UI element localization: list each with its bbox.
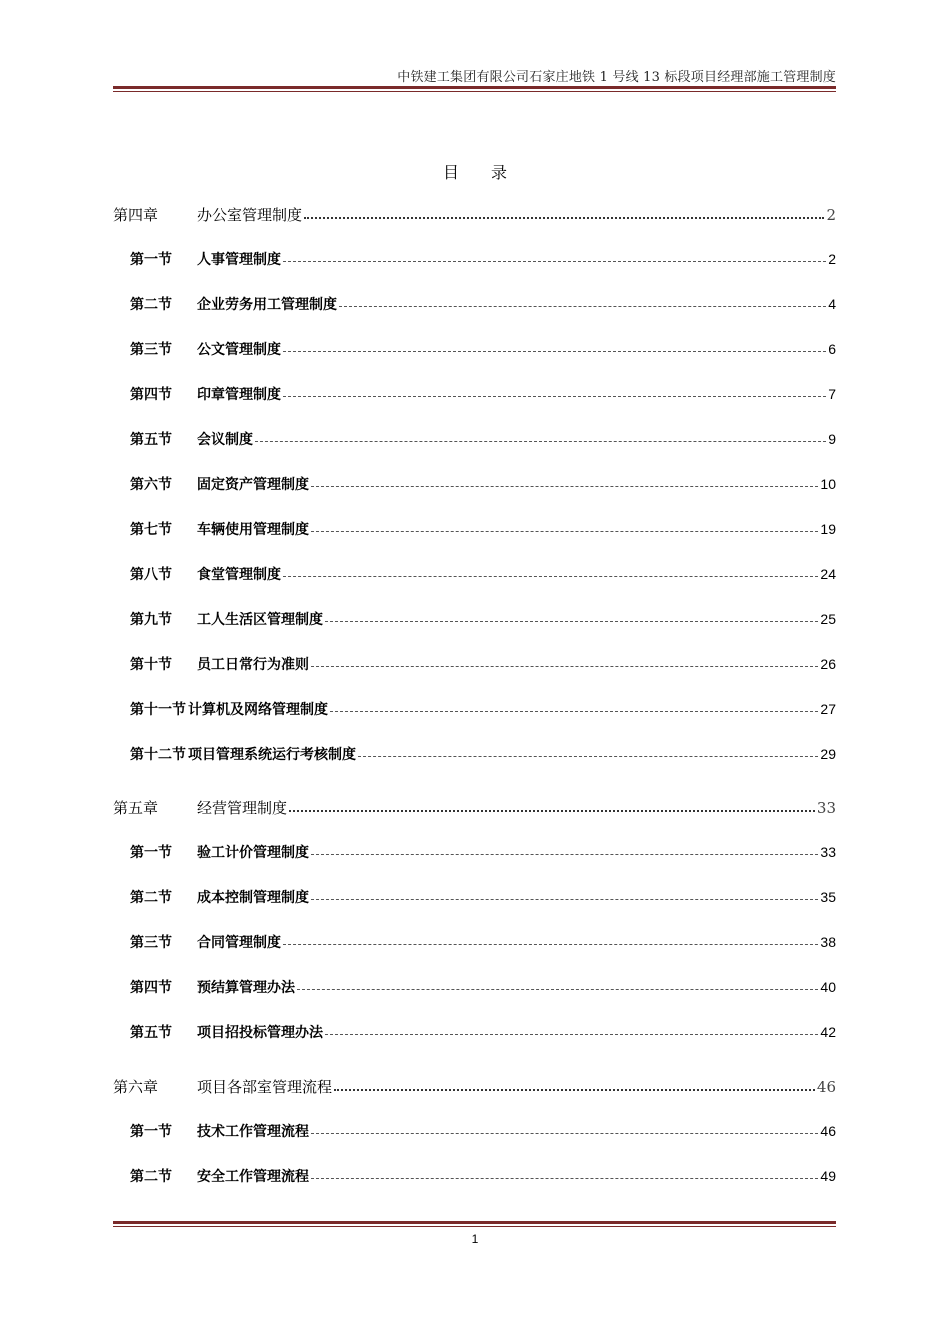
footer-rule <box>113 1221 836 1227</box>
dash-leader <box>311 531 818 532</box>
toc-chapter-number: 第六章 <box>113 1078 159 1096</box>
toc-page-number: 35 <box>820 889 836 905</box>
toc-page-number: 46 <box>816 1078 836 1096</box>
toc-section-number: 第二节 <box>130 297 172 313</box>
toc-section-title: 人事管理制度 <box>197 252 281 268</box>
toc-chapter[interactable] <box>113 797 836 818</box>
toc-section[interactable] <box>130 744 836 764</box>
toc-chapter-title: 项目各部室管理流程 <box>197 1078 333 1096</box>
toc-section-title: 印章管理制度 <box>197 387 281 403</box>
toc-chapter[interactable] <box>113 204 836 225</box>
toc-page-number: 26 <box>820 656 836 672</box>
toc-section-title: 车辆使用管理制度 <box>197 522 309 538</box>
dash-leader <box>297 989 818 990</box>
toc-section-number: 第二节 <box>130 890 172 906</box>
dash-leader <box>311 1133 818 1134</box>
toc-page-number: 40 <box>820 979 836 995</box>
dash-leader <box>311 666 818 667</box>
toc-page-number: 29 <box>820 746 836 762</box>
toc-section-title: 技术工作管理流程 <box>197 1124 309 1140</box>
toc-section-number: 第六节 <box>130 477 172 493</box>
dash-leader <box>311 486 818 487</box>
toc-page-number: 24 <box>820 566 836 582</box>
toc-section[interactable] <box>130 699 836 719</box>
toc-section-title: 工人生活区管理制度 <box>197 612 323 628</box>
toc-chapter-number: 第四章 <box>113 206 159 224</box>
toc-section-number: 第一节 <box>130 1124 172 1140</box>
dot-leader <box>304 217 824 219</box>
toc-section[interactable] <box>130 294 836 314</box>
toc-section-number: 第五节 <box>130 1025 172 1041</box>
dash-leader <box>339 306 826 307</box>
dash-leader <box>325 1034 818 1035</box>
toc-page-number: 33 <box>820 844 836 860</box>
toc-section[interactable] <box>130 842 836 862</box>
toc-section-title: 会议制度 <box>197 432 253 448</box>
dot-leader <box>289 810 815 812</box>
toc-section[interactable] <box>130 609 836 629</box>
toc-section-number: 第二节 <box>130 1169 172 1185</box>
toc-section[interactable] <box>130 519 836 539</box>
toc-section-number: 第五节 <box>130 432 172 448</box>
toc-section-title: 公文管理制度 <box>197 342 281 358</box>
dash-leader <box>311 854 818 855</box>
toc-section[interactable] <box>130 654 836 674</box>
toc-section-number: 第一节 <box>130 252 172 268</box>
toc-section-title: 合同管理制度 <box>197 935 281 951</box>
dash-leader <box>283 351 826 352</box>
toc-page-number: 19 <box>820 521 836 537</box>
toc-section-number: 第十节 <box>130 657 172 673</box>
toc-section[interactable] <box>130 1022 836 1042</box>
toc-section-title: 食堂管理制度 <box>197 567 281 583</box>
toc-section-number: 第一节 <box>130 845 172 861</box>
toc-section[interactable] <box>130 384 836 404</box>
dash-leader <box>283 261 826 262</box>
dash-leader <box>358 756 818 757</box>
toc-section-title: 成本控制管理制度 <box>197 890 309 906</box>
dash-leader <box>255 441 826 442</box>
toc-section-title: 企业劳务用工管理制度 <box>197 297 337 313</box>
toc-chapter-number: 第五章 <box>113 799 159 817</box>
toc-title: 目 录 <box>442 163 507 182</box>
toc-section-title: 预结算管理办法 <box>197 980 295 996</box>
dot-leader <box>334 1089 815 1091</box>
toc-section-title: 项目招投标管理办法 <box>197 1025 323 1041</box>
toc-page-number: 33 <box>816 799 836 817</box>
toc-section-number: 第九节 <box>130 612 172 628</box>
toc-section[interactable] <box>130 564 836 584</box>
toc-page-number: 9 <box>828 431 836 447</box>
header-rule <box>113 86 836 92</box>
toc-section-title: 员工日常行为准则 <box>197 657 309 673</box>
toc-section-title: 项目管理系统运行考核制度 <box>188 747 356 763</box>
toc-page-number: 2 <box>826 206 836 224</box>
toc-section-title: 安全工作管理流程 <box>197 1169 309 1185</box>
toc-section[interactable] <box>130 249 836 269</box>
toc-section[interactable] <box>130 887 836 907</box>
toc-section[interactable] <box>130 429 836 449</box>
toc-section[interactable] <box>130 474 836 494</box>
toc-section[interactable] <box>130 977 836 997</box>
toc-section[interactable] <box>130 1166 836 1186</box>
toc-page-number: 7 <box>828 386 836 402</box>
toc-page-number: 46 <box>820 1123 836 1139</box>
running-header: 中铁建工集团有限公司石家庄地铁 1 号线 13 标段项目经理部施工管理制度 <box>397 70 836 85</box>
toc-chapter-title: 办公室管理制度 <box>197 206 303 224</box>
toc-section-number: 第四节 <box>130 980 172 996</box>
toc-page-number: 25 <box>820 611 836 627</box>
toc-section-title: 计算机及网络管理制度 <box>188 702 328 718</box>
toc-section-title: 固定资产管理制度 <box>197 477 309 493</box>
toc-section-number: 第七节 <box>130 522 172 538</box>
toc-section-number: 第四节 <box>130 387 172 403</box>
toc-page-number: 49 <box>820 1168 836 1184</box>
dash-leader <box>325 621 818 622</box>
toc-page-number: 38 <box>820 934 836 950</box>
toc-section-number: 第三节 <box>130 935 172 951</box>
dash-leader <box>283 576 818 577</box>
toc-section[interactable] <box>130 1121 836 1141</box>
toc-page-number: 4 <box>828 296 836 312</box>
toc-page-number: 27 <box>820 701 836 717</box>
dash-leader <box>330 711 818 712</box>
toc-section[interactable] <box>130 932 836 952</box>
dash-leader <box>283 396 826 397</box>
dash-leader <box>311 1178 818 1179</box>
toc-section-number: 第八节 <box>130 567 172 583</box>
toc-section-number: 第十二节 <box>130 747 186 763</box>
toc-section[interactable] <box>130 339 836 359</box>
toc-section-title: 验工计价管理制度 <box>197 845 309 861</box>
toc-page-number: 42 <box>820 1024 836 1040</box>
toc-page-number: 6 <box>828 341 836 357</box>
toc-page-number: 10 <box>820 476 836 492</box>
toc-chapter[interactable] <box>113 1076 836 1097</box>
toc-section-number: 第三节 <box>130 342 172 358</box>
toc-section-number: 第十一节 <box>130 702 186 718</box>
dash-leader <box>283 944 818 945</box>
dash-leader <box>311 899 818 900</box>
page-number: 1 <box>471 1232 479 1246</box>
toc-chapter-title: 经营管理制度 <box>197 799 288 817</box>
toc-page-number: 2 <box>828 251 836 267</box>
